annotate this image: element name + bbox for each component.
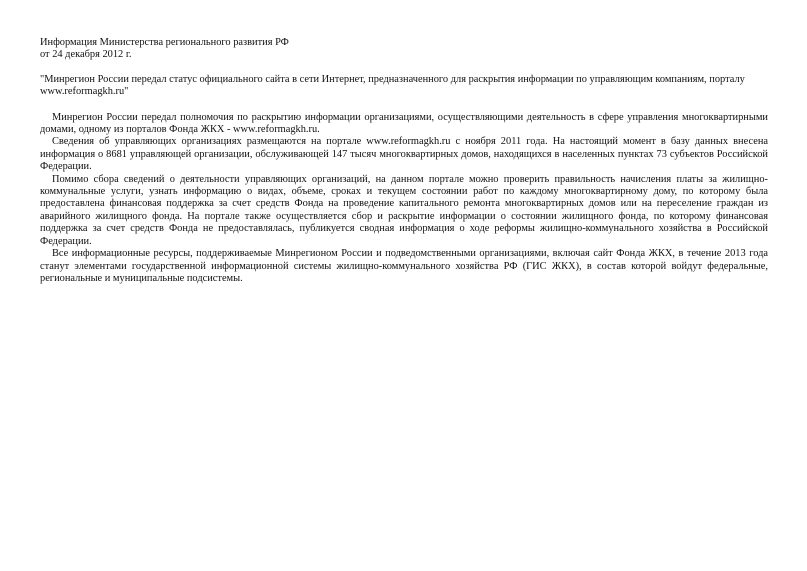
paragraph-3: Помимо сбора сведений о деятельности управляющих организаций, на данном портале можно проверить правильность начисления платы за жилищно-коммунальные услуги, узнать информацию о видах, объеме, сроках и текущем состоянии работ по каждому многоквартирному дому, по которому была предоставлена финансовая поддержка за счет средств Фонда на проведение капитального ремонта многоквартирных домов или на переселение граждан из аварийного жилищного фонда. На портале также осуществляется сбор и раскрытие информации о состоянии жилищного фонда, по которому финансовая поддержка за счет средств Фонда не предоставлялась, публикуется сводная информация о ходе реформы жилищно-коммунального хозяйства в Российской Федерации.	[40, 173, 768, 247]
paragraph-4: Все информационные ресурсы, поддерживаемые Минрегионом России и подведомственными организациями, включая сайт Фонда ЖКХ, в течение 2013 года станут элементами государственной информационной системы жилищно-коммунального хозяйства РФ (ГИС ЖКХ), в состав которой войдут федеральные, региональные и муниципальные подсистемы.	[40, 248, 768, 284]
source-line: Информация Министерства регионального развития РФ	[40, 37, 289, 48]
document-title: "Минрегион России передал статус официального сайта в сети Интернет, предназначенного для раскрытия информации по управляющим компаниям, порталу www.reformagkh.ru"	[40, 73, 745, 98]
document-body	[40, 112, 768, 286]
document-header	[40, 37, 768, 62]
date-line: от 24 декабря 2012 г.	[40, 49, 132, 61]
paragraph-2: Сведения об управляющих организациях размещаются на портале www.reformagkh.ru с ноября 2011 года. На настоящий момент в базу данных внесена информация о 8681 управляющей организации, обслуживающей 147 тысяч многоквартирных домов, находящихся в населенных пунктах 73 субъектов Российской Федерации.	[40, 136, 768, 173]
paragraph-1: Минрегион России передал полномочия по раскрытию информации организациями, осуществляющими деятельность в сфере управления многоквартирными домами, одному из порталов Фонда ЖКХ - www.reformagkh.ru.	[40, 111, 768, 136]
document-page	[40, 37, 768, 285]
